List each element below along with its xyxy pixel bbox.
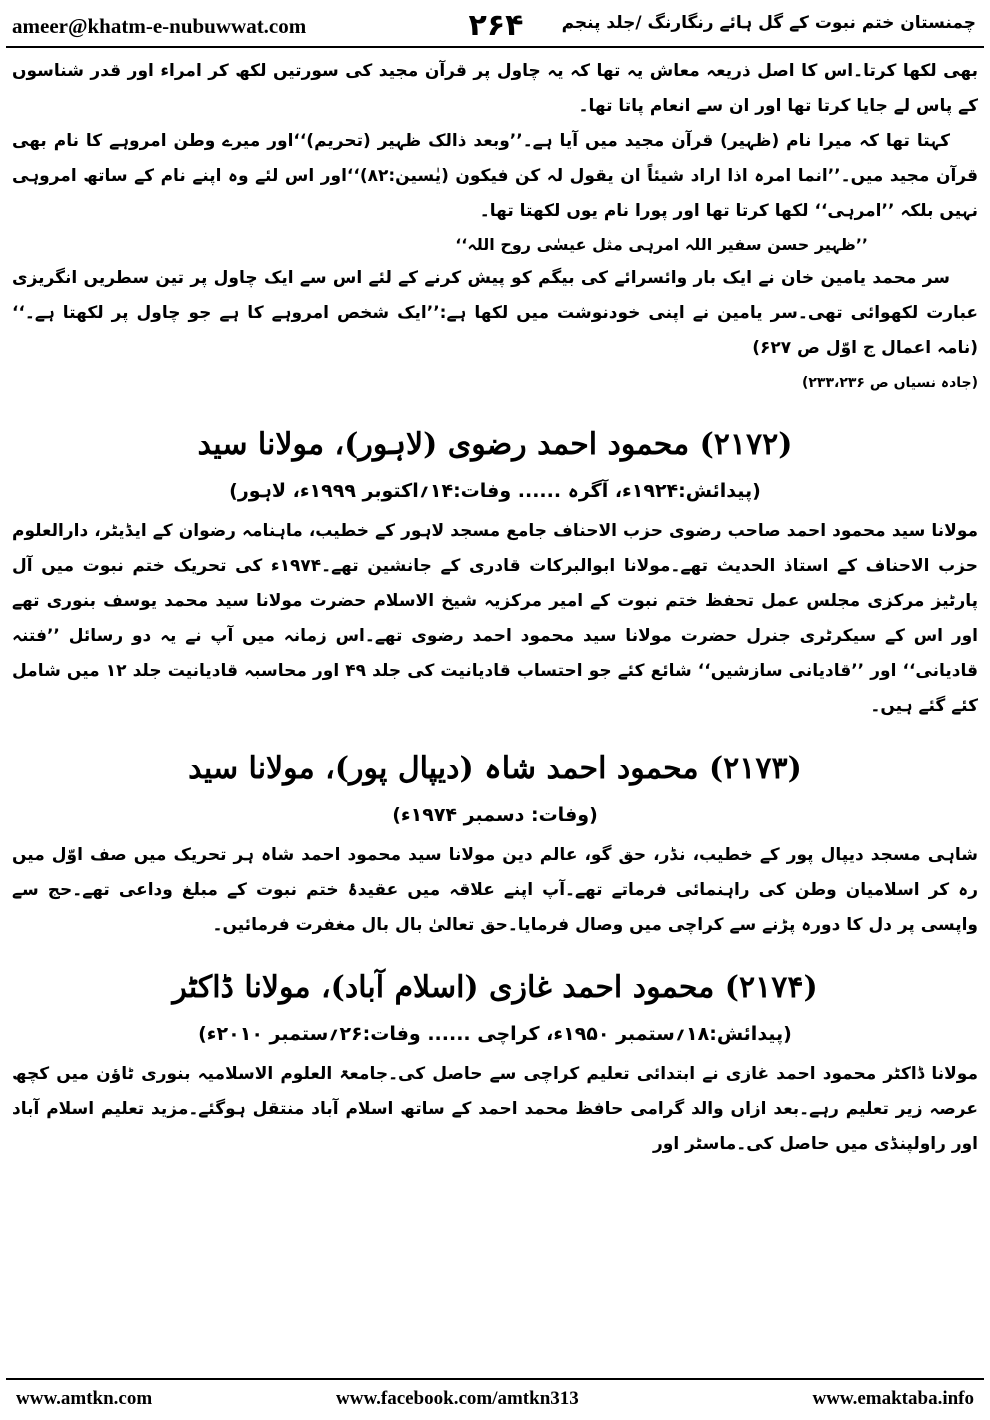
header-divider <box>6 46 984 48</box>
intro-paragraph-1: بھی لکھا کرتا۔اس کا اصل ذریعہ معاش یہ تھا کہ یہ چاول پر قرآن مجید کی سورتیں لکھ کر امراء اور قدر شناسوں کے پاس لے جایا کرتا تھا اور ان سے انعام پاتا تھا۔ <box>12 61 978 116</box>
footer-link-emaktaba[interactable]: www.emaktaba.info <box>812 1388 974 1409</box>
section-heading-2173: (۲۱۷۳) محمود احمد شاہ (دیپال پور)، مولانا سید <box>188 751 802 786</box>
section-dates-2173: (وفات: دسمبر ۱۹۷۴ء) <box>392 804 598 826</box>
section-heading-2174: (۲۱۷۴) محمود احمد غازی (اسلام آباد)، مولانا ڈاکٹر <box>172 970 818 1005</box>
page-header <box>6 4 984 44</box>
section-body-2172: مولانا سید محمود احمد صاحب رضوی حزب الاحناف جامع مسجد لاہور کے خطیب، ماہنامہ رضوان کے ایڈیٹر، دارالعلوم حزب الاحناف کے استاذ الحدیث تھے۔مولانا ابوالبرکات قادری کے جانشین تھے۔۱۹۷۴ء کی تحریک ختم نبوت میں آل پارٹیز مرکزی مجلس عمل تحفظ ختم نبوت کے امیر مرکزیہ شیخ الاسلام حضرت مولانا سید محمد یوسف بنوری تھے اور اس کے سیکرٹری جنرل حضرت مولانا سید محمود احمد رضوی تھے۔اس زمانہ میں آپ نے یہ دو رسائل ’’فتنہ قادیانی‘‘ اور ’’قادیانی سازشیں‘‘ شائع کئے جو احتساب قادیانیت کی جلد ۴۹ اور محاسبہ قادیانیت جلد ۱۲ میں شامل کئے گئے ہیں۔ <box>12 521 978 716</box>
section-dates-2174: (پیدائش:۱۸؍ستمبر ۱۹۵۰ء، کراچی ...... وفات:۲۶؍ستمبر ۲۰۱۰ء) <box>198 1023 792 1045</box>
intro-paragraph-2: کہتا تھا کہ میرا نام (ظہیر) قرآن مجید میں آیا ہے۔’’وبعد ذالک ظہیر (تحریم)‘‘اور میرے وطن امروہے کا نام بھی قرآن مجید میں۔’’انما امرہ اذا اراد شیئاً ان یقول لہ کن فیکون (یٰسین:۸۲)‘‘اور اس لئے وہ اپنے نام کے ساتھ امروہی نہیں بلکہ ’’امرہی‘‘ لکھا کرتا تھا اور پورا نام یوں لکھتا تھا۔ <box>12 131 978 221</box>
footer-divider <box>6 1378 984 1380</box>
section-dates-2172: (پیدائش:۱۹۲۴ء، آگرہ ...... وفات:۱۴؍اکتوبر ۱۹۹۹ء، لاہور) <box>229 480 761 502</box>
intro-reference: (جادہ نسیاں ص ۲۳۳،۲۳۶) <box>801 375 978 391</box>
page-body <box>12 54 978 1372</box>
page-number: ۲۶۴ <box>468 8 524 43</box>
footer-link-facebook[interactable]: www.facebook.com/amtkn313 <box>336 1388 579 1409</box>
intro-quote: ’’ظہیر حسن سفیر اللہ امرہی مثل عیسٰی روح اللہ‘‘ <box>455 235 868 254</box>
section-body-2174: مولانا ڈاکٹر محمود احمد غازی نے ابتدائی تعلیم کراچی سے حاصل کی۔جامعۃ العلوم الاسلامیہ بنوری ٹاؤن میں کچھ عرصہ زیر تعلیم رہے۔بعد ازاں والد گرامی حافظ محمد احمد کے ساتھ اسلام آباد منتقل ہوگئے۔مزید تعلیم اسلام آباد اور راولپنڈی میں حاصل کی۔ماسٹر اور <box>12 1064 978 1154</box>
header-email: ameer@khatm-e-nubuwwat.com <box>12 14 307 38</box>
page-footer <box>6 1384 984 1414</box>
intro-paragraph-3: سر محمد یامین خان نے ایک بار وائسرائے کی بیگم کو پیش کرنے کے لئے اس سے ایک چاول پر تین سطریں انگریزی عبارت لکھوائی تھی۔سر یامین نے اپنی خودنوشت میں لکھا ہے:’’ایک شخص امروہے کا ہے جو چاول پر لکھتا ہے۔‘‘ (نامہ اعمال ج اوّل ص ۶۲۷) <box>12 268 978 358</box>
footer-link-amtkn[interactable]: www.amtkn.com <box>16 1388 153 1409</box>
book-title: چمنستان ختم نبوت کے گل ہائے رنگارنگ /جلد پنجم <box>561 13 976 33</box>
section-heading-2172: (۲۱۷۲) محمود احمد رضوی (لاہور)، مولانا سید <box>197 427 793 462</box>
section-body-2173: شاہی مسجد دیپال پور کے خطیب، نڈر، حق گو، عالم دین مولانا سید محمود احمد شاہ ہر تحریک میں صف اوّل میں رہ کر اسلامیان وطن کی راہنمائی فرماتے تھے۔آپ اپنے علاقہ میں عقیدۂ ختم نبوت کے مبلغ وداعی تھے۔حج سے واپسی پر دل کا دورہ پڑنے سے کراچی میں وصال فرمایا۔حق تعالیٰ بال بال مغفرت فرمائیں۔ <box>12 845 978 935</box>
